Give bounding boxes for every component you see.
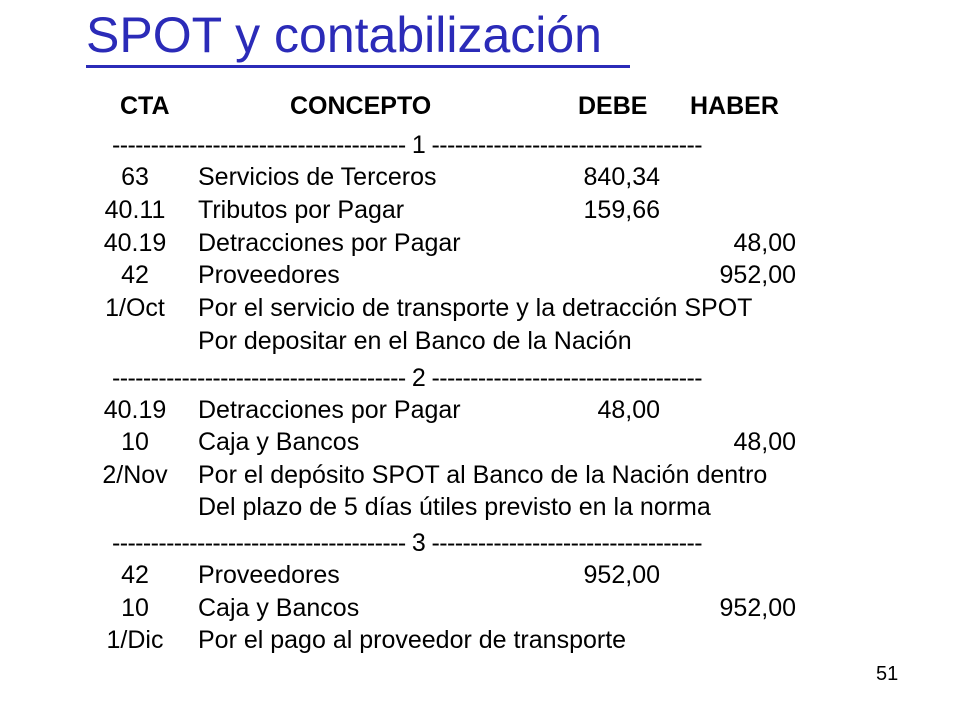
entry1-line3-concepto: Detracciones por Pagar bbox=[198, 229, 461, 257]
entry1-line1-debe: 840,34 bbox=[583, 163, 660, 191]
entry1-date: 1/Oct bbox=[105, 294, 165, 322]
entry2-line1-concepto: Detracciones por Pagar bbox=[198, 396, 461, 424]
entry3-line1-debe: 952,00 bbox=[583, 561, 660, 589]
entry3-line2-cta: 10 bbox=[121, 594, 149, 622]
entry1-line4-cta: 42 bbox=[121, 261, 149, 289]
entry2-line2-cta: 10 bbox=[121, 428, 149, 456]
entry1-gloss-line1: Por el servicio de transporte y la detracción SPOT bbox=[198, 294, 753, 322]
entry2-line2-haber: 48,00 bbox=[733, 428, 796, 456]
entry3-line1-concepto: Proveedores bbox=[198, 561, 340, 589]
entry1-line2-debe: 159,66 bbox=[583, 196, 660, 224]
header-cta: CTA bbox=[120, 92, 170, 120]
entry1-line4-concepto: Proveedores bbox=[198, 261, 340, 289]
entry3-gloss-line1: Por el pago al proveedor de transporte bbox=[198, 626, 627, 654]
slide-title: SPOT y contabilización bbox=[86, 7, 602, 63]
page-number: 51 bbox=[876, 663, 899, 685]
header-haber: HABER bbox=[690, 92, 779, 120]
entry1-line4-haber: 952,00 bbox=[719, 261, 796, 289]
entry1-line2-concepto: Tributos por Pagar bbox=[198, 196, 405, 224]
entry1-gloss-line2: Por depositar en el Banco de la Nación bbox=[198, 327, 632, 355]
entry2-line1-cta: 40.19 bbox=[103, 396, 167, 424]
header-debe: DEBE bbox=[578, 92, 648, 120]
entry1-line3-cta: 40.19 bbox=[103, 229, 167, 257]
entry3-line2-concepto: Caja y Bancos bbox=[198, 594, 360, 622]
header-concepto: CONCEPTO bbox=[290, 92, 432, 120]
entry3-line1-cta: 42 bbox=[121, 561, 149, 589]
separator-1: -------------------------------------- 1 ----------------------------------- bbox=[112, 131, 702, 159]
separator-2: -------------------------------------- 2 ----------------------------------- bbox=[112, 364, 702, 392]
entry2-gloss-line1: Por el depósito SPOT al Banco de la Nación dentro bbox=[198, 461, 768, 489]
entry3-line2-haber: 952,00 bbox=[719, 594, 796, 622]
entry1-line1-concepto: Servicios de Terceros bbox=[198, 163, 437, 191]
entry2-gloss-line2: Del plazo de 5 días útiles previsto en la norma bbox=[198, 493, 711, 521]
entry2-line2-concepto: Caja y Bancos bbox=[198, 428, 360, 456]
entry2-line1-debe: 48,00 bbox=[597, 396, 660, 424]
entry2-date: 2/Nov bbox=[102, 461, 168, 489]
entry1-line3-haber: 48,00 bbox=[733, 229, 796, 257]
entry1-line1-cta: 63 bbox=[121, 163, 149, 191]
entry1-line2-cta: 40.11 bbox=[104, 196, 166, 224]
separator-3: -------------------------------------- 3 ----------------------------------- bbox=[112, 529, 702, 557]
entry3-date: 1/Dic bbox=[106, 626, 164, 654]
